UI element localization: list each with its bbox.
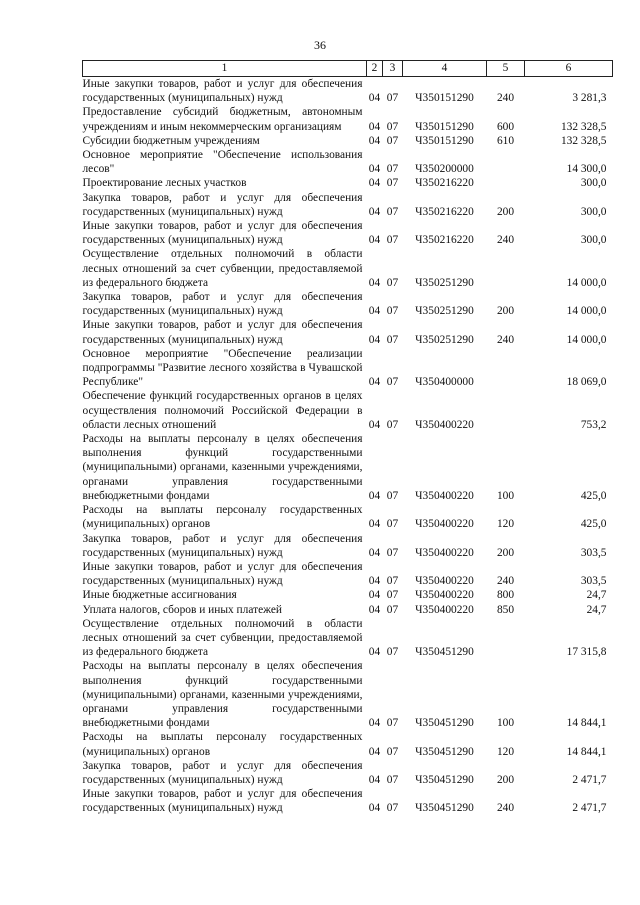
row-expense-type: 200	[496, 205, 515, 218]
row-target-item: Ч350400220	[415, 589, 474, 602]
row-target-item: Ч350451290	[415, 745, 474, 758]
row-description: Расходы на выплаты персоналу государственных (муниципальных) органов	[82, 731, 363, 758]
row-section: 04	[368, 205, 381, 218]
table-row	[83, 105, 613, 133]
row-expense-type: 240	[496, 575, 515, 588]
row-amount: 300,0	[580, 234, 607, 247]
table-row	[83, 389, 613, 432]
row-section: 04	[368, 376, 381, 389]
row-expense-type	[487, 347, 525, 390]
row-expense-type: 240	[496, 333, 515, 346]
row-section: 04	[368, 518, 381, 531]
table-row	[83, 219, 613, 247]
row-description: Уплата налогов, сборов и иных платежей	[82, 603, 282, 616]
row-section: 04	[368, 802, 381, 815]
row-description: Обеспечение функций государственных органов в целях осуществления полномочий Российской Федерации в области лесных отношений	[82, 390, 363, 431]
row-description: Расходы на выплаты персоналу государственных (муниципальных) органов	[82, 504, 363, 531]
row-section: 04	[368, 589, 381, 602]
table-row	[83, 148, 613, 176]
row-target-item: Ч350400220	[415, 518, 474, 531]
row-expense-type: 610	[496, 134, 515, 147]
row-section: 04	[368, 575, 381, 588]
row-description: Иные закупки товаров, работ и услуг для обеспечения государственных (муниципальных) нужд	[82, 220, 363, 247]
row-target-item: Ч350200000	[415, 163, 474, 176]
row-section: 04	[368, 773, 381, 786]
row-target-item: Ч350451290	[415, 717, 474, 730]
row-amount: 14 000,0	[566, 305, 607, 318]
table-body	[83, 77, 613, 816]
row-subsection: 07	[386, 745, 399, 758]
row-expense-type: 120	[496, 745, 515, 758]
row-amount: 18 069,0	[566, 376, 607, 389]
row-section: 04	[368, 546, 381, 559]
table-row	[83, 532, 613, 560]
table-row	[83, 77, 613, 106]
row-amount: 303,5	[580, 546, 607, 559]
row-expense-type: 100	[496, 717, 515, 730]
row-section: 04	[368, 646, 381, 659]
row-section: 04	[368, 92, 381, 105]
row-subsection: 07	[386, 120, 399, 133]
row-amount: 303,5	[580, 575, 607, 588]
row-target-item: Ч350151290	[415, 120, 474, 133]
table-row	[83, 787, 613, 815]
row-subsection: 07	[386, 205, 399, 218]
row-expense-type: 240	[496, 234, 515, 247]
row-expense-type: 850	[496, 603, 515, 616]
row-section: 04	[368, 745, 381, 758]
row-subsection: 07	[386, 589, 399, 602]
row-expense-type	[487, 176, 525, 190]
column-header-2: 2	[367, 61, 383, 77]
row-amount: 24,7	[586, 603, 607, 616]
row-target-item: Ч350400220	[415, 603, 474, 616]
row-description: Иные бюджетные ассигнования	[82, 589, 237, 602]
row-description: Иные закупки товаров, работ и услуг для обеспечения государственных (муниципальных) нужд	[82, 319, 363, 346]
row-description: Основное мероприятие "Обеспечение использования лесов"	[82, 149, 363, 176]
row-amount: 14 000,0	[566, 276, 607, 289]
table-row	[83, 247, 613, 290]
row-section: 04	[368, 163, 381, 176]
row-expense-type: 200	[496, 546, 515, 559]
table-row	[83, 176, 613, 190]
row-expense-type: 200	[496, 773, 515, 786]
row-amount: 300,0	[580, 177, 607, 190]
row-subsection: 07	[386, 773, 399, 786]
row-target-item: Ч350251290	[415, 276, 474, 289]
row-description: Предоставление субсидий бюджетным, автономным учреждениям и иным некоммерческим организациям	[82, 106, 363, 133]
row-subsection: 07	[386, 489, 399, 502]
row-expense-type: 120	[496, 518, 515, 531]
row-subsection: 07	[386, 376, 399, 389]
row-description: Расходы на выплаты персоналу в целях обеспечения выполнения функций государственными (муниципальными) органами, казенными учреждениями, органами управления государственными внебюджетными фондами	[82, 660, 363, 730]
table-header	[83, 61, 613, 77]
row-description: Закупка товаров, работ и услуг для обеспечения государственных (муниципальных) нужд	[82, 291, 363, 318]
table-row	[83, 432, 613, 503]
row-target-item: Ч350251290	[415, 305, 474, 318]
row-amount: 425,0	[580, 518, 607, 531]
row-target-item: Ч350251290	[415, 333, 474, 346]
table-row	[83, 759, 613, 787]
row-subsection: 07	[386, 717, 399, 730]
row-target-item: Ч350400220	[415, 418, 474, 431]
row-description: Осуществление отдельных полномочий в области лесных отношений за счет субвенции, предоставляемой из федерального бюджета	[82, 248, 363, 289]
budget-table	[82, 60, 613, 816]
row-section: 04	[368, 489, 381, 502]
row-amount: 3 281,3	[572, 92, 607, 105]
row-description: Иные закупки товаров, работ и услуг для обеспечения государственных (муниципальных) нужд	[82, 560, 363, 588]
row-subsection: 07	[386, 134, 399, 147]
row-target-item: Ч350151290	[415, 134, 474, 147]
column-header-3: 3	[383, 61, 403, 77]
row-section: 04	[368, 603, 381, 616]
page-number: 36	[314, 38, 326, 52]
row-description: Проектирование лесных участков	[82, 177, 247, 190]
row-section: 04	[368, 717, 381, 730]
row-section: 04	[368, 333, 381, 346]
row-section: 04	[368, 234, 381, 247]
row-expense-type: 200	[496, 305, 515, 318]
row-target-item: Ч350400220	[415, 575, 474, 588]
row-description: Закупка товаров, работ и услуг для обеспечения государственных (муниципальных) нужд	[82, 759, 363, 786]
table-row	[83, 191, 613, 219]
row-description: Субсидии бюджетным учреждениям	[82, 134, 260, 147]
column-header-5: 5	[487, 61, 525, 77]
row-amount: 425,0	[580, 489, 607, 502]
row-target-item: Ч350451290	[415, 646, 474, 659]
row-amount: 14 300,0	[566, 163, 607, 176]
row-subsection: 07	[386, 276, 399, 289]
row-target-item: Ч350400220	[415, 546, 474, 559]
row-section: 04	[368, 177, 381, 190]
row-subsection: 07	[386, 305, 399, 318]
row-section: 04	[368, 418, 381, 431]
row-amount: 14 000,0	[566, 333, 607, 346]
row-expense-type: 240	[496, 92, 515, 105]
table-row	[83, 560, 613, 588]
row-subsection: 07	[386, 603, 399, 616]
row-subsection: 07	[386, 163, 399, 176]
table-row	[83, 134, 613, 148]
row-section: 04	[368, 276, 381, 289]
row-amount: 14 844,1	[566, 745, 607, 758]
row-section: 04	[368, 134, 381, 147]
row-description: Иные закупки товаров, работ и услуг для обеспечения государственных (муниципальных) нужд	[82, 78, 363, 105]
row-description: Расходы на выплаты персоналу в целях обеспечения выполнения функций государственными (муниципальными) органами, казенными учреждениями, органами управления государственными внебюджетными фондами	[82, 433, 363, 502]
row-description: Закупка товаров, работ и услуг для обеспечения государственных (муниципальных) нужд	[82, 191, 363, 218]
row-expense-type	[487, 617, 525, 660]
row-target-item: Ч350216220	[415, 177, 474, 190]
row-subsection: 07	[386, 575, 399, 588]
row-subsection: 07	[386, 546, 399, 559]
row-amount: 132 328,5	[560, 120, 607, 133]
row-target-item: Ч350400220	[415, 489, 474, 502]
row-subsection: 07	[386, 802, 399, 815]
column-header-1: 1	[83, 61, 367, 77]
table-row	[83, 603, 613, 617]
row-target-item: Ч350400000	[415, 376, 474, 389]
table-row	[83, 503, 613, 531]
table-row	[83, 290, 613, 318]
row-amount: 17 315,8	[566, 646, 607, 659]
row-target-item: Ч350451290	[415, 773, 474, 786]
row-expense-type: 800	[496, 589, 515, 602]
row-amount: 2 471,7	[572, 802, 607, 815]
row-target-item: Ч350216220	[415, 234, 474, 247]
row-amount: 14 844,1	[566, 717, 607, 730]
row-subsection: 07	[386, 418, 399, 431]
row-subsection: 07	[386, 92, 399, 105]
column-header-4: 4	[403, 61, 487, 77]
table-row	[83, 659, 613, 730]
row-expense-type	[487, 247, 525, 290]
row-section: 04	[368, 120, 381, 133]
row-subsection: 07	[386, 177, 399, 190]
table-row	[83, 588, 613, 602]
table-row	[83, 730, 613, 758]
column-header-6: 6	[525, 61, 613, 77]
row-expense-type: 100	[496, 489, 515, 502]
row-description: Иные закупки товаров, работ и услуг для обеспечения государственных (муниципальных) нужд	[82, 788, 363, 815]
row-description: Основное мероприятие "Обеспечение реализации подпрограммы "Развитие лесного хозяйства в Чувашской Республике"	[82, 347, 363, 389]
row-expense-type	[487, 148, 525, 176]
row-amount: 2 471,7	[572, 773, 607, 786]
row-expense-type	[487, 389, 525, 432]
row-description: Осуществление отдельных полномочий в области лесных отношений за счет субвенции, предоставляемой из федерального бюджета	[82, 617, 363, 659]
row-description: Закупка товаров, работ и услуг для обеспечения государственных (муниципальных) нужд	[82, 532, 363, 559]
row-amount: 300,0	[580, 205, 607, 218]
row-amount: 132 328,5	[560, 134, 607, 147]
row-section: 04	[368, 305, 381, 318]
row-amount: 753,2	[580, 418, 607, 431]
table-row	[83, 617, 613, 660]
row-subsection: 07	[386, 333, 399, 346]
row-target-item: Ч350151290	[415, 92, 474, 105]
table-row	[83, 318, 613, 346]
row-subsection: 07	[386, 518, 399, 531]
row-expense-type: 240	[496, 802, 515, 815]
row-amount: 24,7	[586, 589, 607, 602]
row-subsection: 07	[386, 646, 399, 659]
row-expense-type: 600	[496, 120, 515, 133]
row-subsection: 07	[386, 234, 399, 247]
row-target-item: Ч350216220	[415, 205, 474, 218]
row-target-item: Ч350451290	[415, 802, 474, 815]
table-row	[83, 347, 613, 390]
